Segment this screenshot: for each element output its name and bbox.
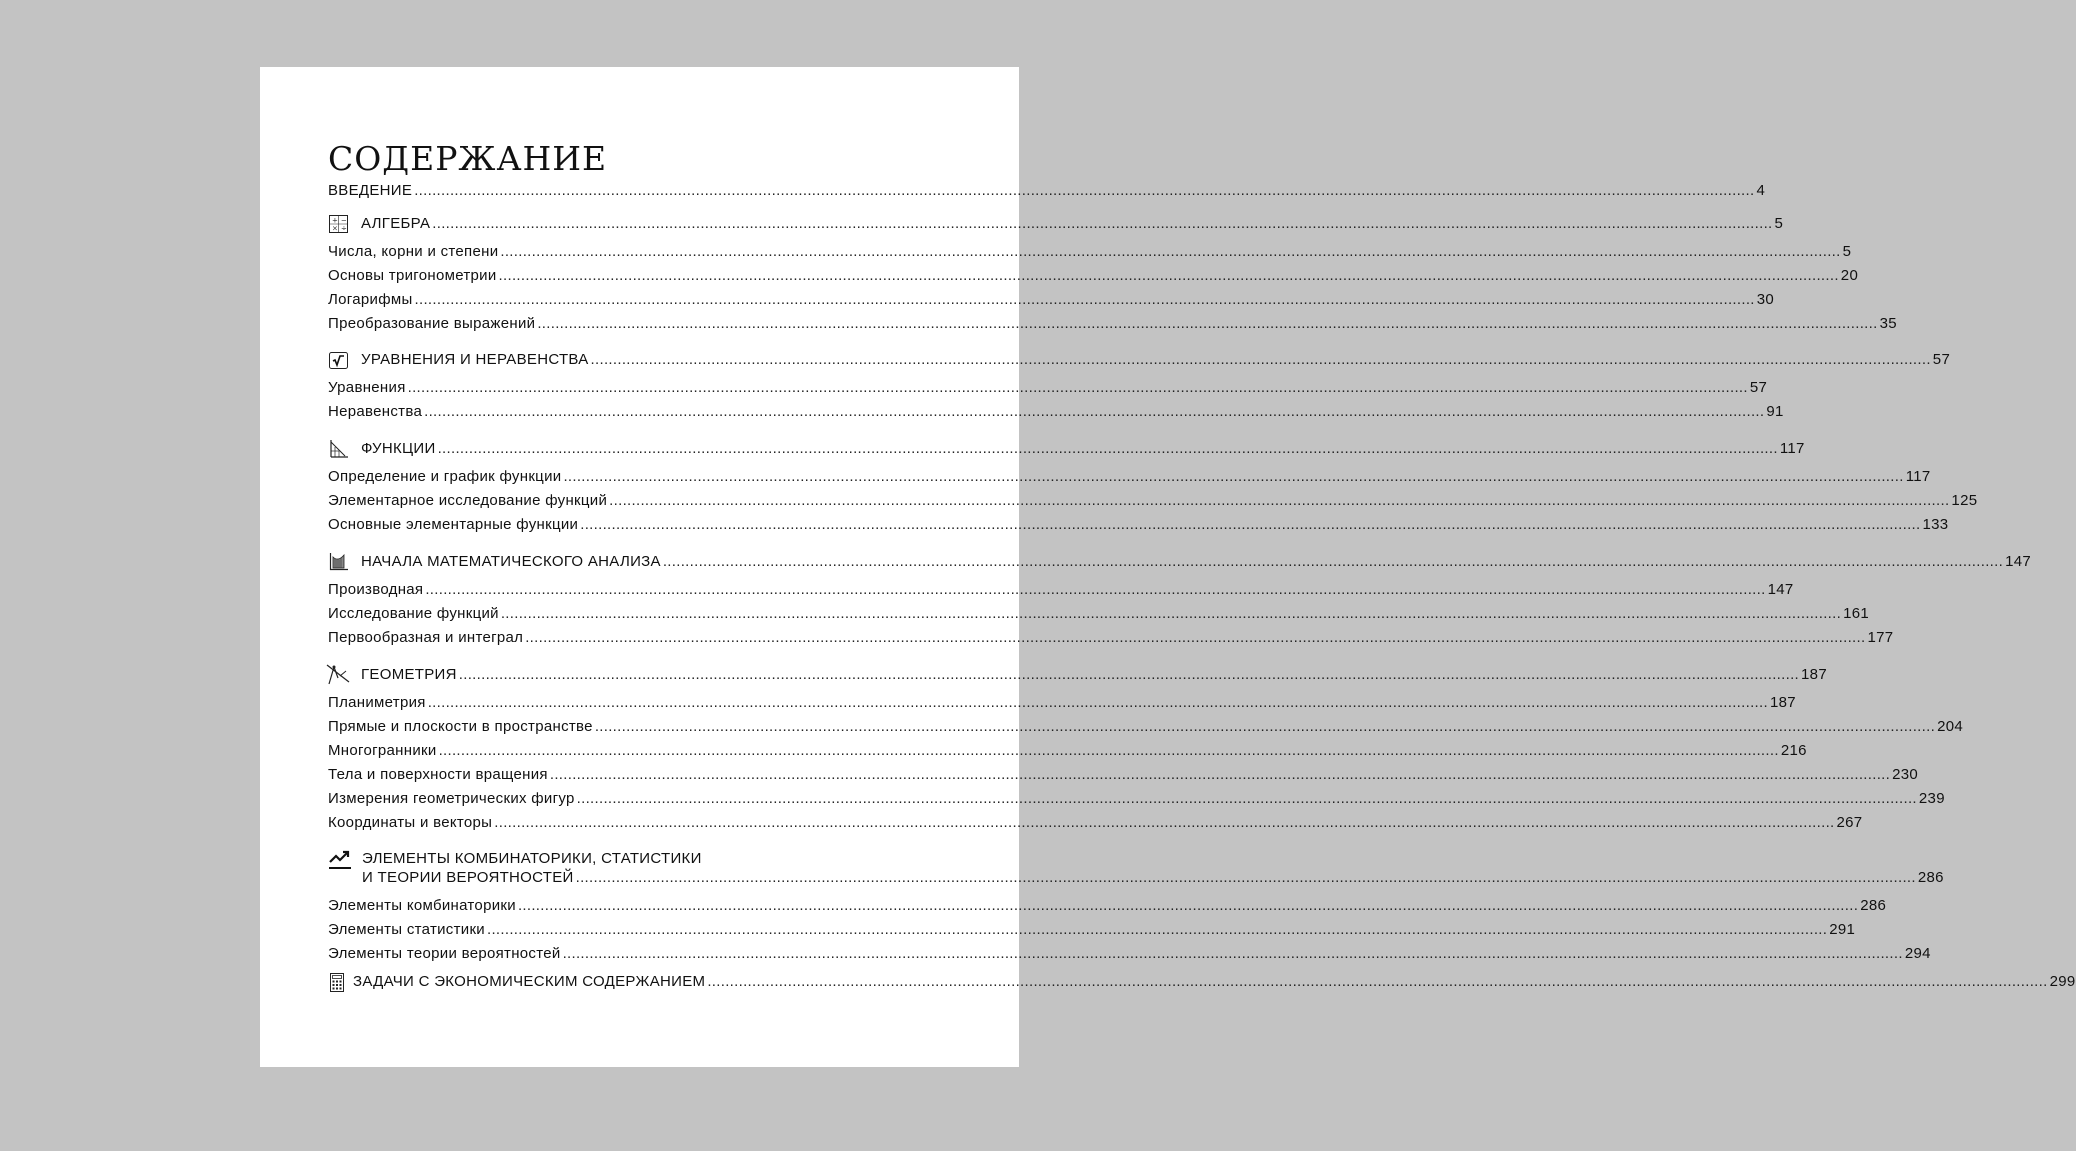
toc-intro-entry [328,182,1766,200]
dot-leader: ............................................................................................................................................................................................................................................................................................................ [609,492,1950,509]
toc-section-analysis [328,553,2032,571]
book-page [260,67,2076,1067]
toc-entry-label: Преобразование выражений [328,315,536,332]
toc-section-label-line2-row [362,868,1944,887]
toc-page-number: 204 [1937,718,1963,735]
toc-entry [328,921,1856,939]
dot-leader: ............................................................................................................................................................................................................................................................................................................ [500,605,1842,622]
toc-entry [328,814,1863,832]
toc-entry-label: Элементы комбинаторики [328,897,516,914]
dot-leader: ............................................................................................................................................................................................................................................................................................................ [500,243,1841,260]
toc-section-label: НАЧАЛА МАТЕМАТИЧЕСКОГО АНАЛИЗА [361,553,661,570]
toc-entry [328,379,1768,397]
toc-page-number: 30 [1756,291,1775,308]
toc-page-number: 125 [1951,492,1978,509]
toc-entry [328,581,1794,599]
dot-leader: ............................................................................................................................................................................................................................................................................................................ [438,742,1779,759]
toc-section-label: ГЕОМЕТРИЯ [361,666,457,683]
toc-section-label-block [362,849,1944,887]
toc-entry [328,629,1894,647]
toc-section-equations [328,351,1951,369]
dot-leader: ............................................................................................................................................................................................................................................................................................................ [437,440,1778,457]
toc-section-statistics [328,849,1944,887]
toc-page-number: 161 [1843,605,1870,622]
table-of-contents [328,139,2076,991]
dot-leader: ............................................................................................................................................................................................................................................................................................................ [498,267,1839,284]
toc-page-number: 239 [1918,790,1945,807]
square-root-icon [328,351,348,369]
integral-area-icon [328,553,348,571]
calculator-ops-icon [328,215,348,233]
toc-entry [328,516,1949,534]
toc-section-label: ЗАДАЧИ С ЭКОНОМИЧЕСКИМ СОДЕРЖАНИЕМ [353,973,706,990]
toc-entry-label: Первообразная и интеграл [328,629,524,646]
toc-page-number: 147 [2005,553,2032,570]
dot-leader: ............................................................................................................................................................................................................................................................................................................ [432,215,1773,232]
compass-icon [328,666,348,684]
toc-entry-label: Планиметрия [328,694,426,711]
function-graph-icon [328,440,348,458]
toc-page-number: 57 [1932,351,1951,368]
dot-leader: ............................................................................................................................................................................................................................................................................................................ [707,973,2048,990]
toc-page-number: 187 [1801,666,1827,683]
toc-section-label: АЛГЕБРА [361,215,431,232]
toc-entry-label: Элементарное исследование функций [328,492,608,509]
toc-section-label-line1: ЭЛЕМЕНТЫ КОМБИНАТОРИКИ, СТАТИСТИКИ [362,850,702,867]
toc-entry [328,291,1775,309]
page-title: СОДЕРЖАНИЕ [328,139,608,178]
toc-entry-label: Тела и поверхности вращения [328,766,548,783]
toc-entry [328,790,1945,808]
toc-page-number: 177 [1867,629,1894,646]
calculator-icon [328,973,345,991]
dot-leader: ............................................................................................................................................................................................................................................................................................................ [580,516,1921,533]
toc-page-number: 286 [1860,897,1887,914]
toc-entry-label: Элементы статистики [328,921,485,938]
dot-leader: ............................................................................................................................................................................................................................................................................................................ [576,790,1917,807]
toc-entry [328,315,1897,333]
toc-entry [328,718,1963,736]
toc-page-number: 291 [1829,921,1856,938]
toc-section-algebra [328,215,1784,233]
toc-entry-label: Основы тригонометрии [328,267,497,284]
toc-entry-label: Логарифмы [328,291,413,308]
dot-leader: ............................................................................................................................................................................................................................................................................................................ [425,581,1766,598]
dot-leader: ............................................................................................................................................................................................................................................................................................................ [549,766,1891,783]
dot-leader: ............................................................................................................................................................................................................................................................................................................ [427,694,1768,711]
toc-entry-label: Неравенства [328,403,423,420]
toc-page-number: 57 [1749,379,1768,396]
toc-page-number: 294 [1904,945,1931,962]
toc-page-number: 5 [1842,243,1852,260]
toc-entry [328,403,1784,421]
dot-leader: ............................................................................................................................................................................................................................................................................................................ [458,666,1800,683]
svg-text:−: − [340,216,347,225]
toc-entry [328,243,1852,261]
dot-leader: ............................................................................................................................................................................................................................................................................................................ [517,897,1859,914]
dot-leader: ............................................................................................................................................................................................................................................................................................................ [563,468,1904,485]
dot-leader: ............................................................................................................................................................................................................................................................................................................ [487,921,1828,938]
toc-entry-label: ВВЕДЕНИЕ [328,182,413,199]
toc-entry [328,766,1919,784]
toc-entry-label: Элементы теории вероятностей [328,945,561,962]
svg-text:×: × [331,224,338,233]
toc-page-number: 117 [1779,440,1805,457]
toc-entry [328,742,1807,760]
toc-entry-label: Числа, корни и степени [328,243,499,260]
toc-entry [328,468,1931,486]
dot-leader: ............................................................................................................................................................................................................................................................................................................ [562,945,1903,962]
svg-text:+: + [331,216,338,225]
toc-entry-label: Основные элементарные функции [328,516,579,533]
toc-entry-label: Исследование функций [328,605,499,622]
dot-leader: ............................................................................................................................................................................................................................................................................................................ [575,869,1916,886]
dot-leader: ............................................................................................................................................................................................................................................................................................................ [537,315,1878,332]
toc-section-geometry [328,666,1827,684]
toc-page-number: 187 [1769,694,1796,711]
toc-page-number: 5 [1774,215,1784,232]
toc-entry-label: Уравнения [328,379,406,396]
dot-leader: ............................................................................................................................................................................................................................................................................................................ [424,403,1765,420]
toc-entry [328,694,1796,712]
toc-page-number: 286 [1917,869,1944,886]
toc-entry-label: Измерения геометрических фигур [328,790,575,807]
toc-entry [328,605,1870,623]
toc-entry [328,897,1887,915]
dot-leader: ............................................................................................................................................................................................................................................................................................................ [407,379,1748,396]
toc-page-number: 35 [1879,315,1897,332]
dot-leader: ............................................................................................................................................................................................................................................................................................................ [590,351,1931,368]
toc-entry-label: Координаты и векторы [328,814,493,831]
toc-section-label: ФУНКЦИИ [361,440,436,457]
toc-entry-label: Определение и график функции [328,468,562,485]
dot-leader: ............................................................................................................................................................................................................................................................................................................ [525,629,1866,646]
toc-section-label-line2: И ТЕОРИИ ВЕРОЯТНОСТЕЙ [362,869,574,886]
toc-page-number: 216 [1780,742,1807,759]
dot-leader: ............................................................................................................................................................................................................................................................................................................ [594,718,1936,735]
toc-entry-label: Прямые и плоскости в пространстве [328,718,593,735]
toc-page-number: 299 [2049,973,2076,990]
toc-page-number: 147 [1767,581,1794,598]
toc-section-functions [328,440,1805,458]
toc-page-number: 267 [1836,814,1863,831]
dot-leader: ............................................................................................................................................................................................................................................................................................................ [414,291,1755,308]
toc-entry-label: Многогранники [328,742,437,759]
toc-entry-label: Производная [328,581,424,598]
dot-leader: ............................................................................................................................................................................................................................................................................................................ [414,182,1755,199]
toc-section-economics [328,973,2076,991]
svg-text:÷: ÷ [340,224,347,233]
toc-page-number: 133 [1922,516,1949,533]
toc-page-number: 230 [1892,766,1919,783]
dot-leader: ............................................................................................................................................................................................................................................................................................................ [662,553,2004,570]
toc-section-label: УРАВНЕНИЯ И НЕРАВЕНСТВА [361,351,589,368]
toc-page-number: 117 [1905,468,1931,485]
toc-entry [328,267,1859,285]
toc-page-number: 4 [1756,182,1766,199]
toc-page-number: 91 [1766,403,1784,420]
dot-leader: ............................................................................................................................................................................................................................................................................................................ [494,814,1835,831]
toc-entry [328,945,1931,963]
toc-entry [328,492,1978,510]
toc-page-number: 20 [1840,267,1859,284]
trend-chart-icon [328,851,352,869]
